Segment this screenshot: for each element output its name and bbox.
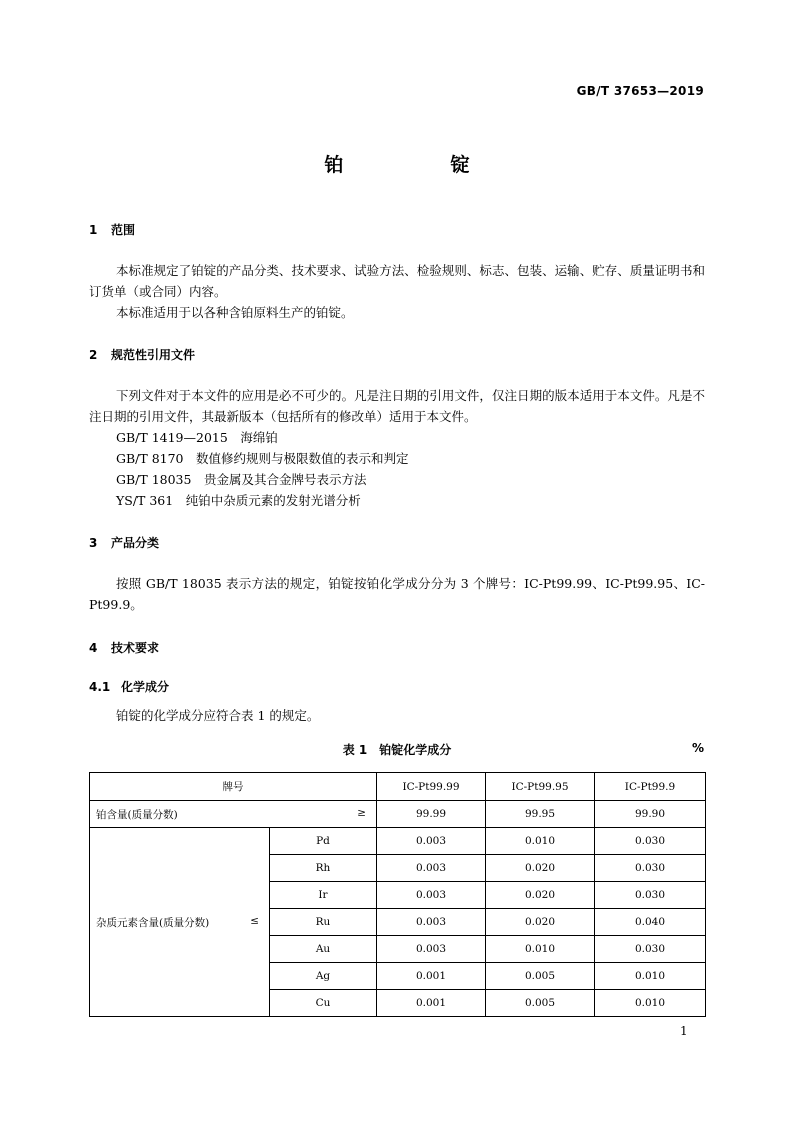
section-1-heading xyxy=(89,221,135,238)
section-2-heading xyxy=(89,346,195,363)
table-cell: 0.030 xyxy=(595,828,706,855)
section-title: 范围 xyxy=(111,223,136,237)
section-4-1-heading xyxy=(89,678,169,695)
section-4-1-paragraph-1: 铂锭的化学成分应符合表 1 的规定。 xyxy=(116,708,320,723)
table-cell: 99.99 xyxy=(377,801,486,828)
element-cell: Ir xyxy=(270,882,377,909)
section-title: 规范性引用文件 xyxy=(111,348,196,362)
table-caption: 表 1 铂锭化学成分 xyxy=(342,743,452,757)
section-3-heading xyxy=(89,534,159,551)
element-cell: Ag xyxy=(270,963,377,990)
table-header-row xyxy=(90,773,706,801)
header-cell: 牌号 xyxy=(90,773,377,801)
table-cell: 0.003 xyxy=(377,855,486,882)
header-cell: IC-Pt99.99 xyxy=(377,773,486,801)
table-cell: 0.010 xyxy=(595,990,706,1017)
table-cell: 0.003 xyxy=(377,909,486,936)
table-cell: 0.001 xyxy=(377,963,486,990)
table-cell: 99.90 xyxy=(595,801,706,828)
reference-item: GB/T 18035 贵金属及其合金牌号表示方法 xyxy=(116,472,367,487)
section-title: 技术要求 xyxy=(111,641,160,655)
reference-item: GB/T 1419—2015 海绵铂 xyxy=(116,430,278,445)
table-cell: 0.020 xyxy=(486,909,595,936)
standard-code: GB/T 37653—2019 xyxy=(576,84,704,98)
row-label: 杂质元素含量(质量分数) xyxy=(96,916,210,929)
section-4-heading xyxy=(89,639,159,656)
table-unit: % xyxy=(692,741,705,755)
section-number: 2 xyxy=(89,348,98,362)
reference-item: GB/T 8170 数值修约规则与极限数值的表示和判定 xyxy=(116,451,409,466)
table-cell: 0.030 xyxy=(595,936,706,963)
section-number: 4 xyxy=(89,641,98,655)
impurity-label-cell xyxy=(90,828,270,1017)
table-cell: 0.005 xyxy=(486,990,595,1017)
table-cell: 0.001 xyxy=(377,990,486,1017)
element-cell: Ru xyxy=(270,909,377,936)
comparison-symbol: ≥ xyxy=(357,806,366,819)
page-number: 1 xyxy=(680,1024,688,1038)
table-cell: 0.010 xyxy=(486,936,595,963)
table-cell: 0.020 xyxy=(486,882,595,909)
element-cell: Pd xyxy=(270,828,377,855)
section-number: 4.1 xyxy=(89,680,111,694)
table-cell: 0.030 xyxy=(595,882,706,909)
section-title: 化学成分 xyxy=(121,680,170,694)
header-cell: IC-Pt99.95 xyxy=(486,773,595,801)
element-cell: Au xyxy=(270,936,377,963)
row-label-cell xyxy=(90,801,377,828)
section-title: 产品分类 xyxy=(111,536,160,550)
element-cell: Cu xyxy=(270,990,377,1017)
section-number: 3 xyxy=(89,536,98,550)
table-cell: 0.003 xyxy=(377,828,486,855)
table-cell: 0.005 xyxy=(486,963,595,990)
table-cell: 99.95 xyxy=(486,801,595,828)
document-title: 铂 锭 xyxy=(324,154,514,176)
table-cell: 0.030 xyxy=(595,855,706,882)
section-1-paragraph-1: 本标准规定了铂锭的产品分类、技术要求、试验方法、检验规则、标志、包装、运输、贮存、质量证明书和订货单（或合同）内容。 xyxy=(89,263,705,299)
chemical-composition-table xyxy=(89,772,706,1017)
section-number: 1 xyxy=(89,223,98,237)
element-cell: Rh xyxy=(270,855,377,882)
table-cell: 0.003 xyxy=(377,936,486,963)
comparison-symbol: ≤ xyxy=(250,914,259,927)
table-cell: 0.010 xyxy=(486,828,595,855)
table-cell: 0.010 xyxy=(595,963,706,990)
table-cell: 0.020 xyxy=(486,855,595,882)
row-label: 铂含量(质量分数) xyxy=(96,808,178,821)
reference-item: YS/T 361 纯铂中杂质元素的发射光谱分析 xyxy=(116,493,361,508)
table-cell: 0.003 xyxy=(377,882,486,909)
table-cell: 0.040 xyxy=(595,909,706,936)
table-row xyxy=(90,801,706,828)
header-cell: IC-Pt99.9 xyxy=(595,773,706,801)
table-row xyxy=(90,828,706,855)
section-1-paragraph-2: 本标准适用于以各种含铂原料生产的铂锭。 xyxy=(116,305,354,320)
section-3-paragraph-1: 按照 GB/T 18035 表示方法的规定，铂锭按铂化学成分分为 3 个牌号：IC-Pt99.99、IC-Pt99.95、IC-Pt99.9。 xyxy=(89,576,705,612)
section-2-paragraph-1: 下列文件对于本文件的应用是必不可少的。凡是注日期的引用文件，仅注日期的版本适用于本文件。凡是不注日期的引用文件，其最新版本（包括所有的修改单）适用于本文件。 xyxy=(89,388,705,424)
